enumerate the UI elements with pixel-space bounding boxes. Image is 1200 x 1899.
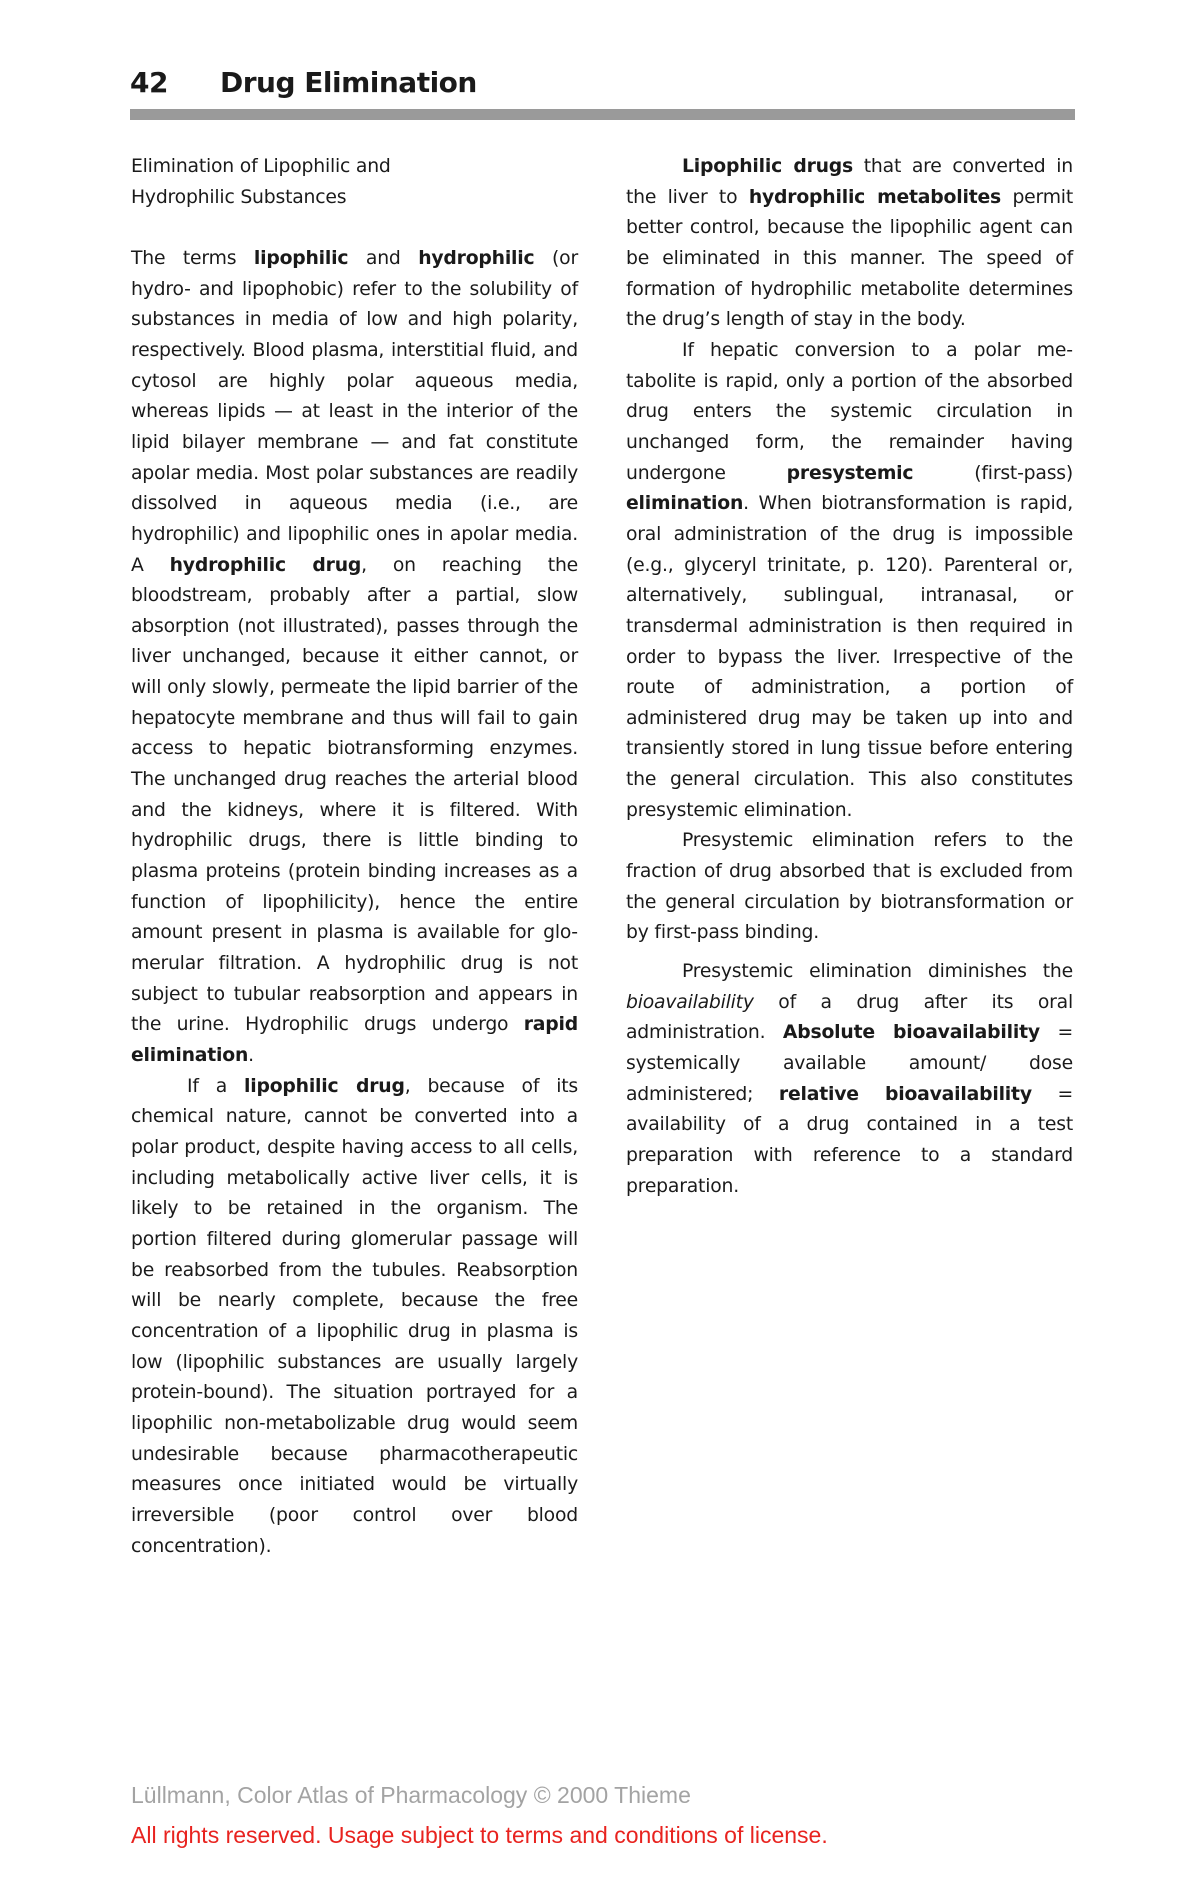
bold-term: hydrophilic metabolites	[748, 186, 1001, 208]
italic-term: bioavailability	[626, 991, 754, 1013]
paragraph: The terms lipophilic and hydrophilic (or hydro- and lipophobic) refer to the solubility of substances in media of low and high polarity, respectively. Blood plasma, interstitial fluid, and cytosol are highly polar aqueous media, whereas lipids — at least in the interior of the lipid bilayer membrane — and fat constitute apolar media. Most polar substances are readily dissolved in aqueous media (i.e., are hydrophilic) and lipophilic ones in apolar media. A hydrophilic drug, on reaching the bloodstream, probably after a partial, slow absorption (not illustrated), passes through the liver unchanged, because it either cannot, or will only slowly, permeate the lipid barrier of the hepatocyte membrane and thus will fail to gain access to hepatic biotransforming enzymes. The unchanged drug reaches the arterial blood and the kidneys, where it is filtered. With hydrophilic drugs, there is little binding to plasma proteins (protein binding increases as a function of lipophilicity), hence the entire amount present in plasma is available for glomerular filtration. A hydrophilic drug is not subject to tubular reabsorption and appears in the urine. Hydrophilic drugs undergo rapid elimination.	[131, 247, 579, 1067]
paragraph: Presystemic elimination diminishes the bioavailability of a drug after its oral administration. Absolute bioavailability = systemically available amount/ dose administered; relative bioavailability = availability of a drug contained in a test preparation with reference to a standard preparation.	[626, 961, 1074, 1197]
bold-term: Absolute bioavailability	[782, 1022, 1040, 1044]
right-column	[626, 152, 1073, 1202]
bold-term: lipophilic	[253, 247, 349, 269]
section-heading	[131, 152, 578, 213]
bold-term: hydrophilic	[418, 247, 535, 269]
license-notice: All rights reserved. Usage subject to terms and conditions of license.	[131, 1822, 828, 1848]
bold-term: relative bioavailability	[778, 1083, 1032, 1105]
page-number: 42	[130, 66, 168, 99]
header-rule	[130, 109, 1075, 120]
paragraph: If a lipophilic drug, because of its chemical nature, cannot be converted into a polar product, despite having access to all cells, including metabolically active liver cells, it is likely to be retained in the organism. The portion filtered during glomerular passage will be reabsorbed from the tubules. Reabsorption will be nearly complete, because the free concentration of a lipophilic drug in plasma is low (lipophilic substances are usually largely protein-bound). The situation portrayed for a lipophilic non-metabolizable drug would seem undesirable because pharmacotherapeutic measures once initiated would be virtually irreversible (poor control over blood concentration).	[131, 1075, 578, 1557]
bold-term: presystemic	[786, 462, 914, 484]
bold-term: rapid elimination	[131, 1014, 578, 1067]
bold-term: elimination	[626, 493, 744, 515]
left-column	[131, 152, 578, 1562]
paragraph: If hepatic conversion to a polar metabolite is rapid, only a portion of the absorbed drug enters the systemic circulation in unchanged form, the remainder having undergone presystemic (first-pass) elimination. When biotransformation is rapid, oral administration of the drug is impossible (e.g., glyceryl trinitate, p. 120). Parenteral or, alternatively, sublingual, intranasal, or transdermal administration is then required in order to bypass the liver. Irrespective of the route of administration, a portion of administered drug may be taken up into and transiently stored in lung tissue before entering the general circulation. This also constitutes presystemic elimination.	[626, 339, 1073, 821]
paragraph: Lipophilic drugs that are converted in the liver to hydrophilic metabolites permit better control, because the lipophilic agent can be eliminated in this manner. The speed of formation of hydrophilic metabolite determines the drug’s length of stay in the body.	[626, 156, 1073, 331]
section-heading-line2: Hydrophilic Substances	[131, 186, 347, 208]
bold-term: lipophilic drug	[243, 1075, 405, 1097]
paragraph: Presystemic elimination refers to the fraction of drug absorbed that is excluded from the general circulation by biotransformation or by first-pass binding.	[626, 830, 1073, 944]
chapter-title: Drug Elimination	[220, 66, 477, 99]
section-heading-line1: Elimination of Lipophilic and	[131, 156, 391, 177]
bold-term: Lipophilic drugs	[682, 156, 854, 177]
bold-term: hydrophilic drug	[169, 554, 362, 576]
copyright-line: Lüllmann, Color Atlas of Pharmacology © 2000 Thieme	[131, 1782, 691, 1808]
